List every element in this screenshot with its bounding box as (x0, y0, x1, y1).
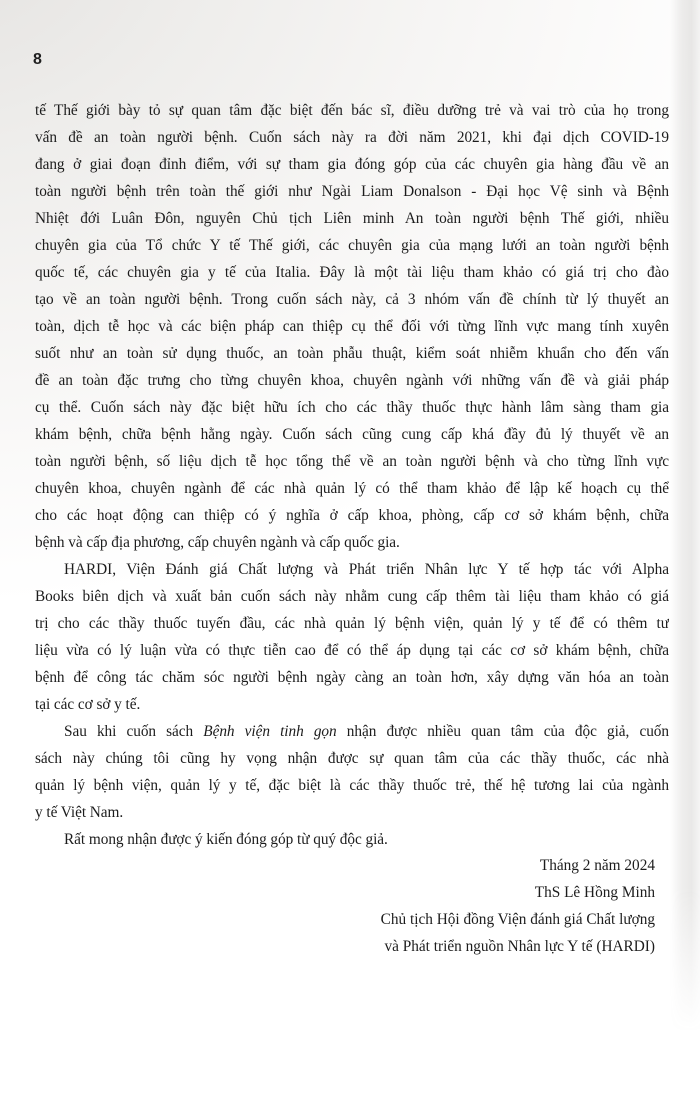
paragraph-line: Rất mong nhận được ý kiến đóng góp từ quý độc giả. (64, 831, 388, 848)
paragraph-line: HARDI, Viện Đánh giá Chất lượng và Phát triển Nhân lực Y tế hợp tác với Alpha (64, 561, 669, 578)
paragraph-line: cụ thể. Cuốn sách này đặc biệt hữu ích cho các thầy thuốc thực hành lâm sàng tham gia (35, 399, 669, 416)
signature-title-line1: Chủ tịch Hội đồng Viện đánh giá Chất lượng (380, 911, 655, 928)
paragraph-line: suốt như an toàn sử dụng thuốc, an toàn phẫu thuật, kiểm soát nhiễm khuẩn cho đến vấn (35, 345, 669, 362)
body-text-block (35, 97, 669, 853)
paragraph-line: khám bệnh, chữa bệnh hằng ngày. Cuốn sách cũng cung cấp khá đầy đủ lý thuyết về an (35, 426, 669, 443)
paragraph-line: đang ở giai đoạn đỉnh điểm, với sự tham gia đóng góp của các chuyên gia hàng đầu về an (35, 156, 669, 173)
signature-block (35, 852, 655, 960)
paragraph-line: chuyên gia của Tổ chức Y tế Thế giới, các chuyên gia của mạng lưới an toàn người bệnh (35, 237, 669, 254)
paragraph-line: toàn, dịch tễ học và các biện pháp can thiệp cụ thể đối với từng lĩnh vực mang tính xuyên (35, 318, 669, 335)
paragraph-line: bệnh để công tác chăm sóc người bệnh ngày càng an toàn hơn, xây dựng văn hóa an toàn (35, 669, 669, 686)
paragraph-line: bệnh và cấp địa phương, cấp chuyên ngành và cấp quốc gia. (35, 534, 400, 551)
page-edge-shadow (670, 0, 700, 1032)
paragraph-line: liệu vừa có lý luận vừa có thực tiễn cao để có thể áp dụng tại các cơ sở khám bệnh, chữa (35, 642, 669, 659)
paragraph-line: vấn đề an toàn người bệnh. Cuốn sách này ra đời năm 2021, khi đại dịch COVID-19 (35, 129, 669, 146)
paragraph-line: quốc tế, các chuyên gia y tế của Italia. Đây là một tài liệu tham khảo có giá trị cho đào (35, 264, 669, 281)
paragraph-line: sách này chúng tôi cũng hy vọng nhận được sự quan tâm của các thầy thuốc, các nhà (35, 750, 669, 767)
paragraph-line: trị cho các thầy thuốc tuyến đầu, các nhà quản lý bệnh viện, quản lý y tế để có thêm tư (35, 615, 669, 632)
paragraph-line: tế Thế giới bày tỏ sự quan tâm đặc biệt đến bác sĩ, điều dưỡng trẻ và vai trò của họ trong (35, 102, 669, 119)
paragraph-line (35, 718, 669, 745)
page-number: 8 (33, 51, 42, 68)
signature-name: ThS Lê Hồng Minh (534, 884, 655, 901)
paragraph-line: tạo về an toàn người bệnh. Trong cuốn sách này, cả 3 nhóm vấn đề chính từ lý thuyết an (35, 291, 669, 308)
paragraph-line: chuyên khoa, chuyên ngành để các nhà quản lý có thể tham khảo để lập kế hoạch cụ thể (35, 480, 669, 497)
paragraph-line: đề an toàn đặc trưng cho từng chuyên khoa, chuyên ngành với những vấn đề và giải pháp (35, 372, 669, 389)
paragraph-line: toàn người bệnh, số liệu dịch tễ học tổng thể về an toàn người bệnh và cho từng lĩnh vực (35, 453, 669, 470)
paragraph-line: Nhiệt đới Luân Đôn, nguyên Chủ tịch Liên minh An toàn người bệnh Thế giới, nhiều (35, 210, 669, 227)
signature-title-line2: và Phát triển nguồn Nhân lực Y tế (HARDI) (384, 938, 655, 955)
paragraph-line: Books biên dịch và xuất bản cuốn sách này nhằm cung cấp thêm tài liệu tham khảo có giá (35, 588, 669, 605)
paragraph-text: nhận được nhiều quan tâm của độc giả, cuốn (336, 723, 669, 740)
paragraph-line: cho các hoạt động can thiệp có ý nghĩa ở cấp khoa, phòng, cấp cơ sở khám bệnh, chữa (35, 507, 669, 524)
paragraph-line: y tế Việt Nam. (35, 804, 124, 821)
paragraph-text: Sau khi cuốn sách (64, 723, 204, 740)
paragraph-line: toàn người bệnh trên toàn thế giới như Ngài Liam Donalson - Đại học Vệ sinh và Bệnh (35, 183, 669, 200)
paragraph-line: tại các cơ sở y tế. (35, 696, 141, 713)
book-title-italic: Bệnh viện tinh gọn (203, 723, 337, 740)
paragraph-line: quản lý bệnh viện, quản lý y tế, đặc biệt là các thầy thuốc trẻ, thế hệ tương lai của ngành (35, 777, 669, 794)
signature-date: Tháng 2 năm 2024 (539, 857, 655, 874)
